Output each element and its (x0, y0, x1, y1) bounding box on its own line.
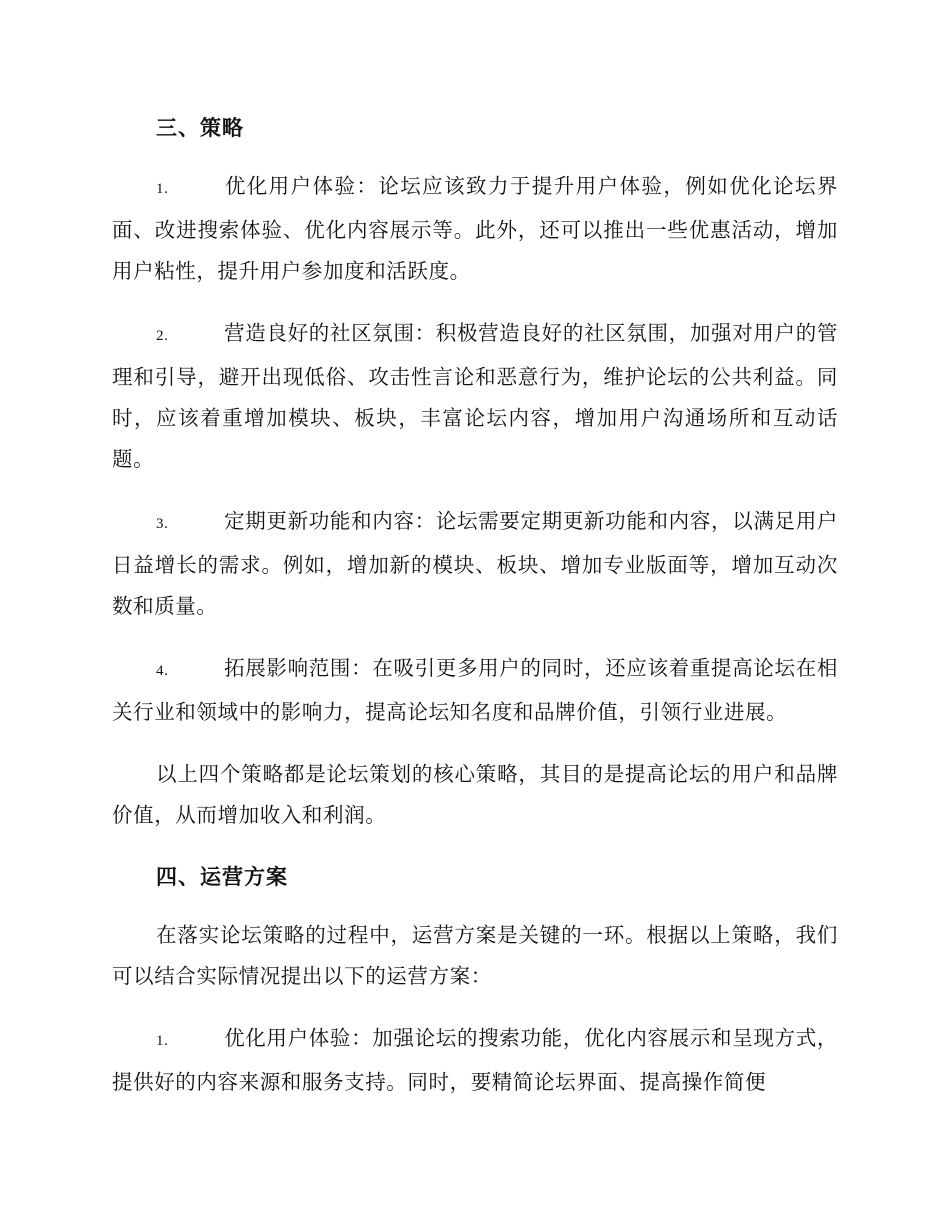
operation-item-1-text: 优化用户体验：加强论坛的搜索功能，优化内容展示和呈现方式，提供好的内容来源和服务支持。同时，要精简论坛界面、提高操作简便 (112, 1026, 838, 1094)
document-page (112, 108, 838, 1103)
strategy-item-4-number: 4. (156, 663, 169, 679)
section-4-heading: 四、运营方案 (156, 864, 288, 889)
section-3-heading: 三、策略 (156, 115, 244, 140)
operation-item-1-number: 1. (156, 1033, 169, 1049)
operation-intro-paragraph: 在落实论坛策略的过程中，运营方案是关键的一环。根据以上策略，我们可以结合实际情况提出以下的运营方案： (112, 923, 838, 988)
strategy-item-1-text: 优化用户体验：论坛应该致力于提升用户体验，例如优化论坛界面、改进搜索体验、优化内容展示等。此外，还可以推出一些优惠活动，增加用户粘性，提升用户参加度和活跃度。 (112, 174, 838, 283)
strategy-item-4 (112, 648, 838, 733)
strategy-item-2-text: 营造良好的社区氛围：积极营造良好的社区氛围，加强对用户的管理和引导，避开出现低俗、攻击性言论和恶意行为，维护论坛的公共利益。同时，应该着重增加模块、板块，丰富论坛内容，增加用户沟通场所和互动话题。 (112, 321, 838, 471)
strategy-item-4-text: 拓展影响范围：在吸引更多用户的同时，还应该着重提高论坛在相关行业和领域中的影响力，提高论坛知名度和品牌价值，引领行业进展。 (112, 656, 838, 724)
strategy-item-3-text: 定期更新功能和内容：论坛需要定期更新功能和内容，以满足用户日益增长的需求。例如，增加新的模块、板块、增加专业版面等，增加互动次数和质量。 (112, 509, 838, 618)
strategy-item-1 (112, 166, 838, 292)
operation-item-1 (112, 1018, 838, 1103)
strategy-item-2-number: 2. (156, 328, 169, 344)
strategy-item-3 (112, 501, 838, 627)
strategy-item-2 (112, 313, 838, 480)
strategy-item-1-number: 1. (156, 181, 169, 197)
strategy-item-3-number: 3. (156, 516, 169, 532)
strategy-summary-paragraph: 以上四个策略都是论坛策划的核心策略，其目的是提高论坛的用户和品牌价值，从而增加收入和利润。 (112, 762, 838, 827)
